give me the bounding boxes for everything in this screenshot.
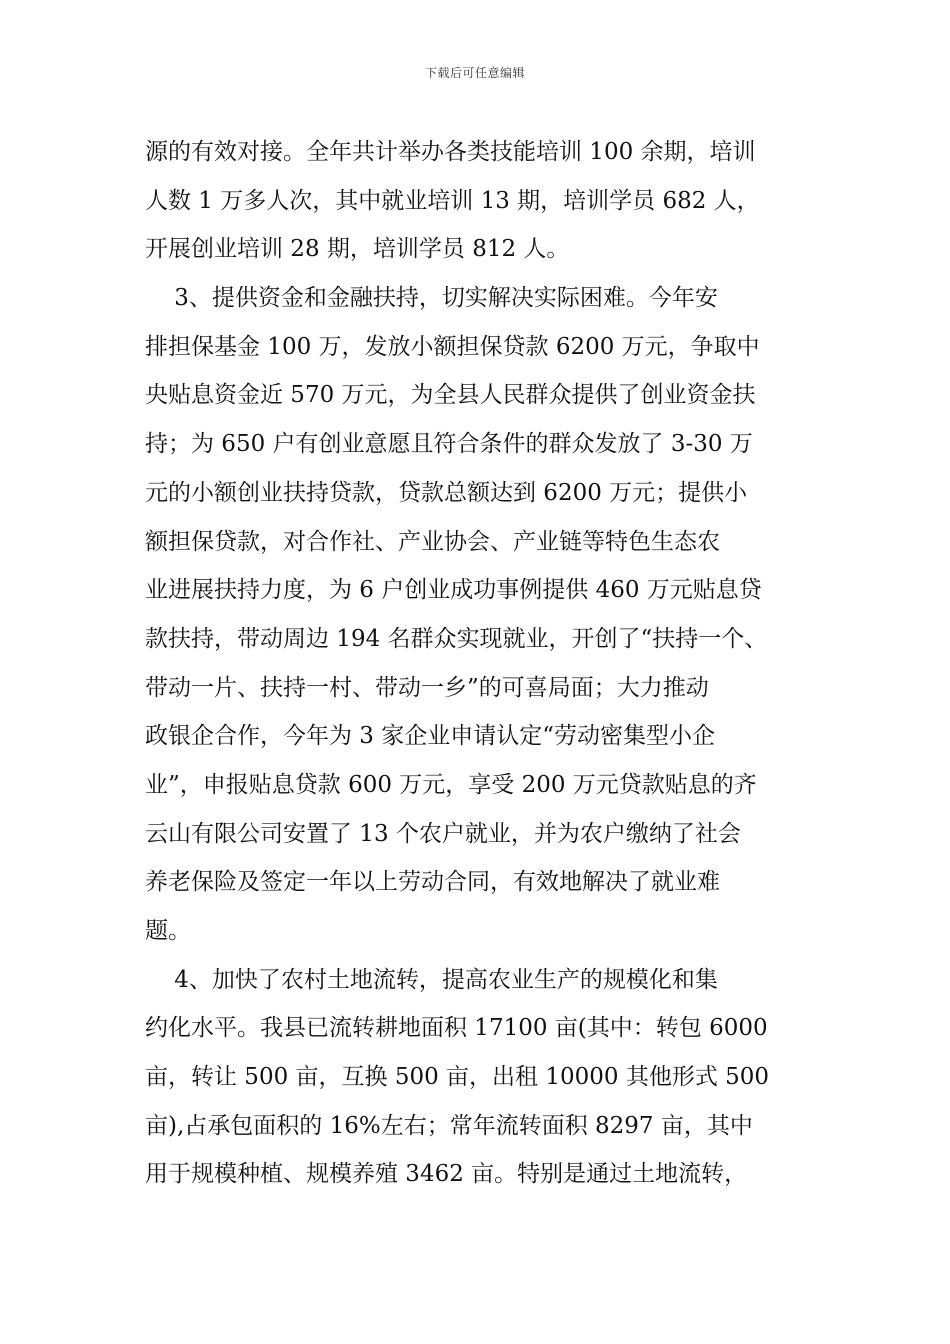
text-line: 元的小额创业扶持贷款，贷款总额达到 6200 万元；提供小 [145,479,748,506]
text-line: 亩，转让 500 亩，互换 500 亩，出租 10000 其他形式 500 [145,1064,770,1091]
text-line: 带动一片、扶持一村、带动一乡”的可喜局面；大力推动 [145,674,709,701]
text-line: 养老保险及签定一年以上劳动合同，有效地解决了就业难 [145,869,720,896]
text-line: 用于规模种植、规模养殖 3462 亩。特别是通过土地流转， [145,1161,748,1188]
text-line: 源的有效对接。全年共计举办各类技能培训 100 余期，培训 [145,139,756,165]
text-line: 额担保贷款，对合作社、产业协会、产业链等特色生态农 [145,528,720,555]
page-header: 下载后可任意编辑 [424,66,525,80]
text-line: 开展创业培训 28 期，培训学员 812 人。 [145,236,570,263]
text-line: 云山有限公司安置了 13 个农户就业，并为农户缴纳了社会 [145,820,741,847]
text-line: 款扶持，带动周边 194 名群众实现就业，开创了“扶持一个、 [145,625,768,652]
text-line: 题。 [145,918,191,944]
text-line: 亩),占承包面积的 16%左右；常年流转面积 8297 亩，其中 [145,1112,753,1139]
document-body [145,128,810,1199]
paragraph-start-line: 3、提供资金和金融扶持，切实解决实际困难。今年安 [145,285,718,312]
text-line: 持；为 650 户有创业意愿且符合条件的群众发放了 3-30 万 [145,431,753,458]
text-line: 约化水平。我县已流转耕地面积 17100 亩(其中：转包 6000 [145,1015,768,1042]
text-line: 政银企合作，今年为 3 家企业申请认定“劳动密集型小企 [145,723,716,750]
text-line: 业进展扶持力度，为 6 户创业成功事例提供 460 万元贴息贷 [145,577,762,604]
text-line: 排担保基金 100 万，发放小额担保贷款 6200 万元，争取中 [145,333,760,360]
text-line: 业”，申报贴息贷款 600 万元，享受 200 万元贷款贴息的齐 [145,771,757,798]
paragraph-start-line: 4、加快了农村土地流转，提高农业生产的规模化和集 [145,966,718,993]
text-line: 央贴息资金近 570 万元，为全县人民群众提供了创业资金扶 [145,382,756,409]
text-line: 人数 1 万多人次，其中就业培训 13 期，培训学员 682 人， [145,187,760,214]
